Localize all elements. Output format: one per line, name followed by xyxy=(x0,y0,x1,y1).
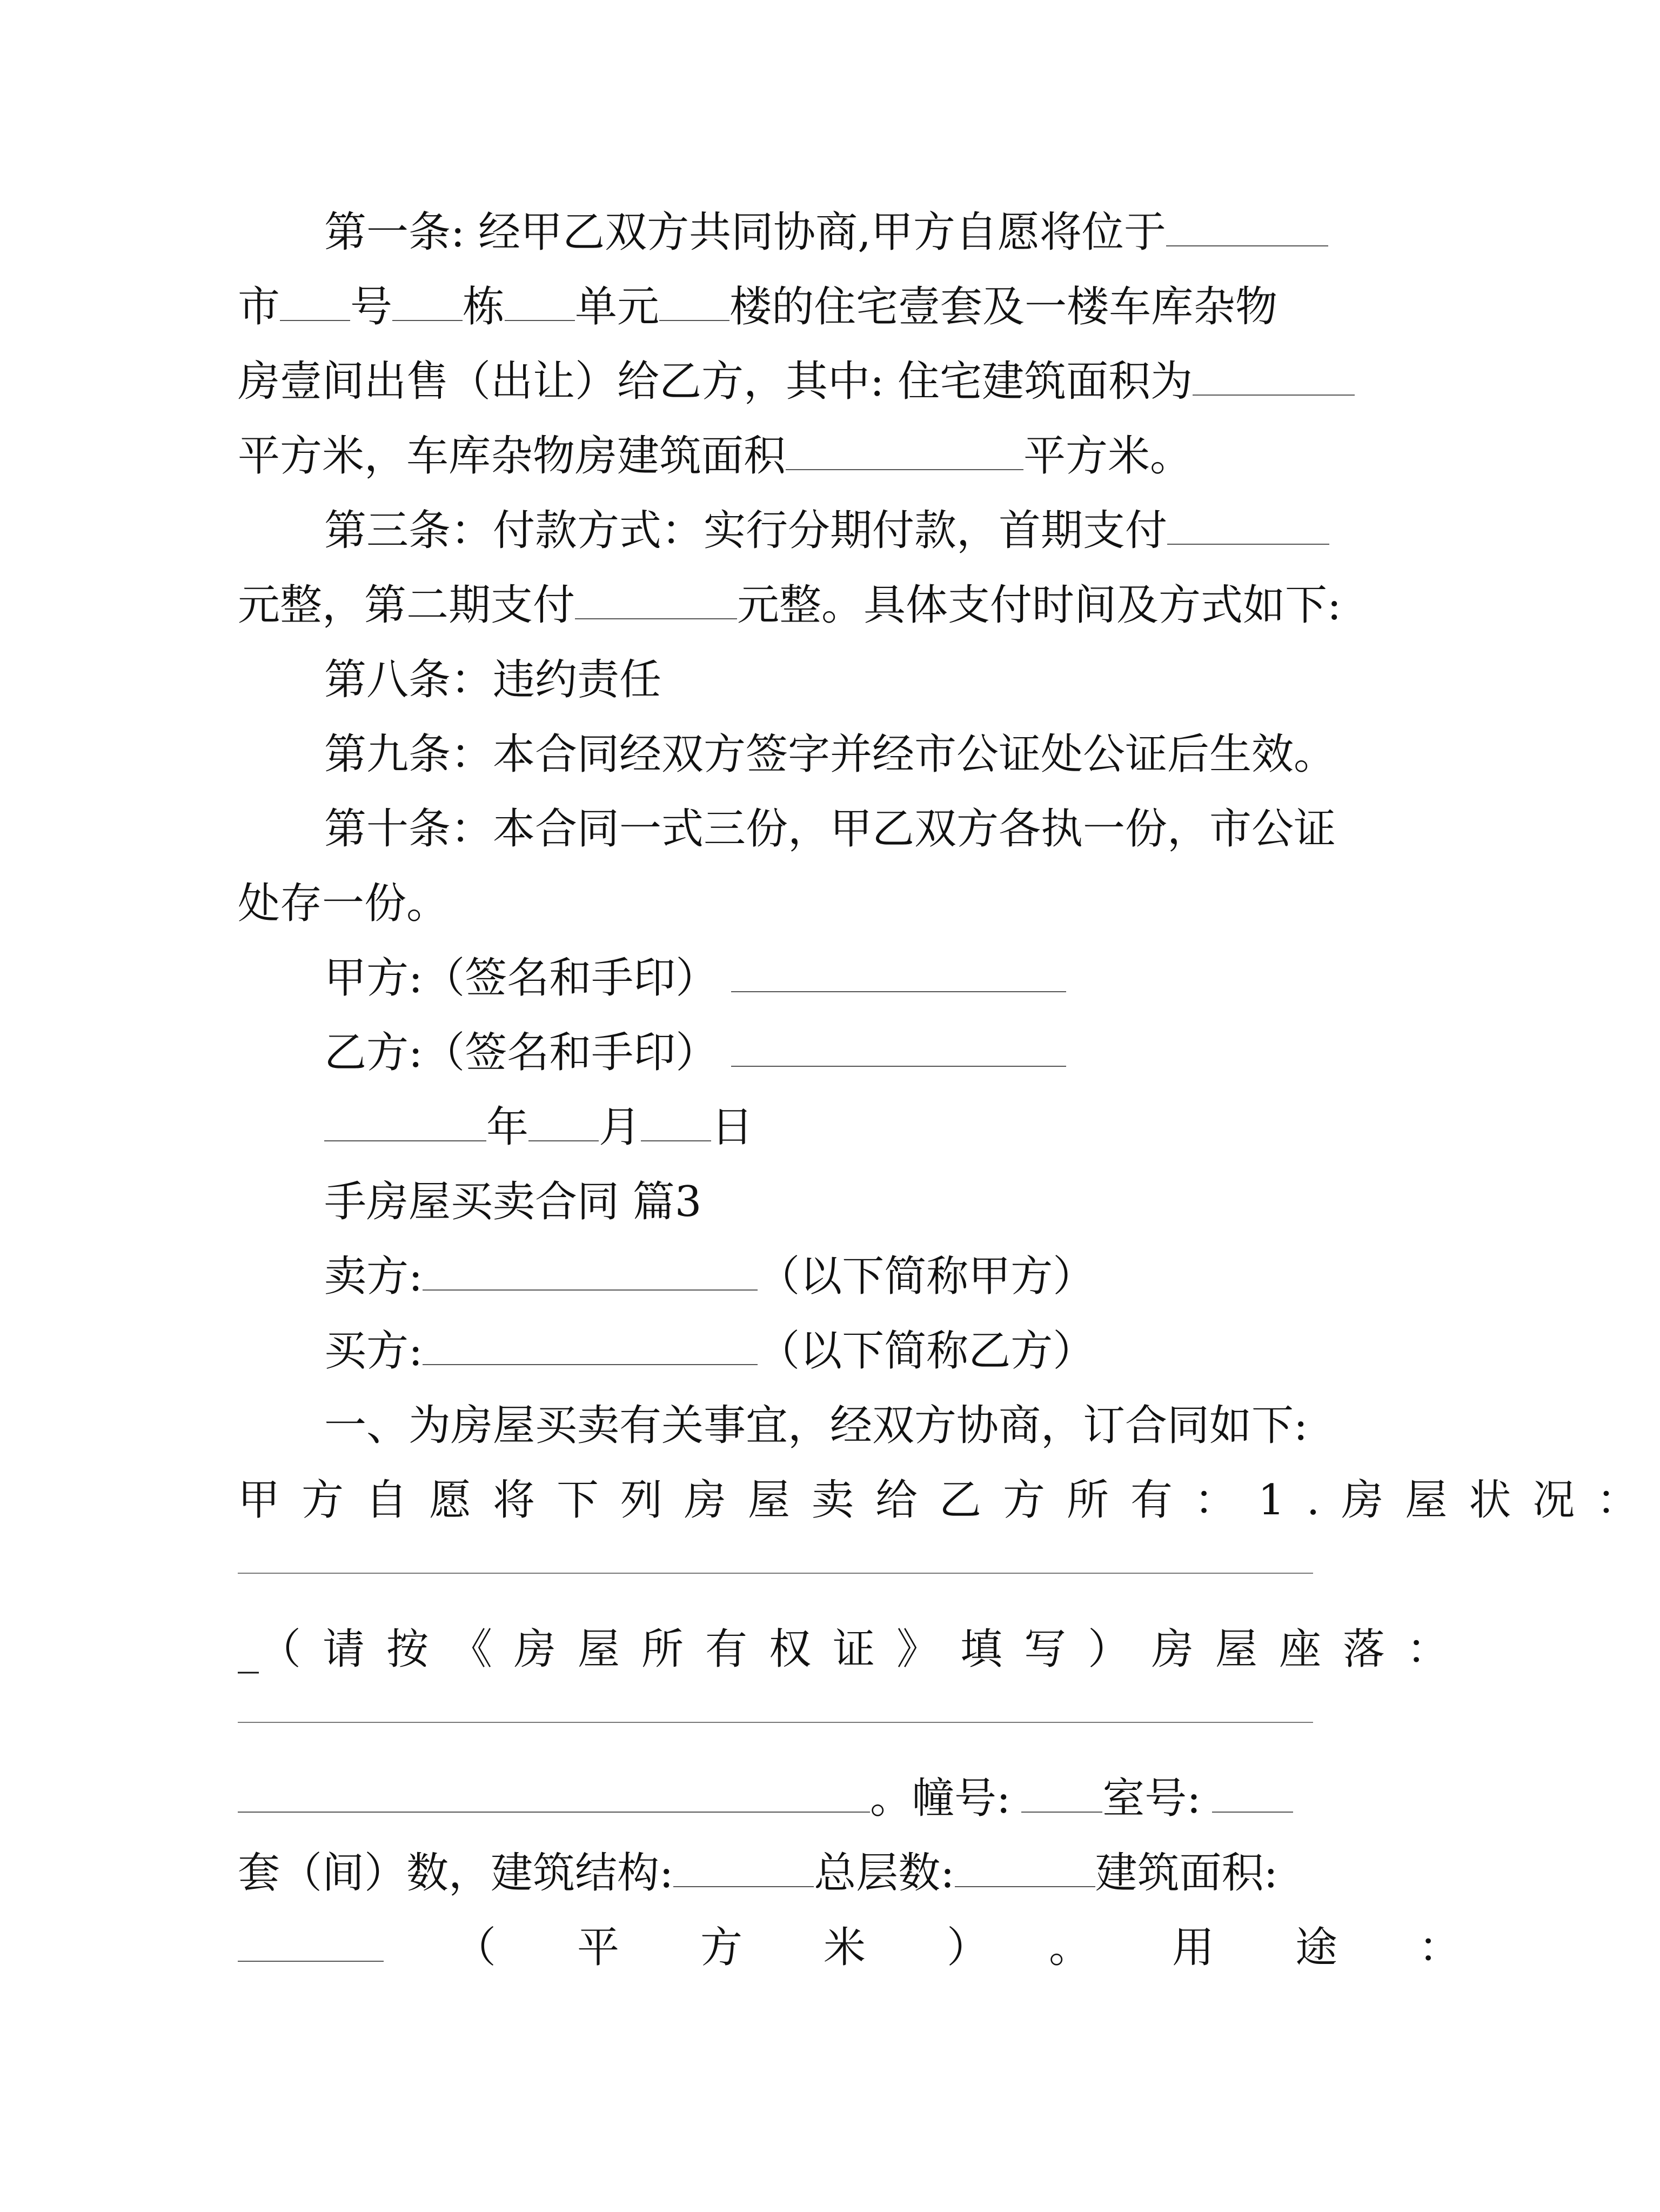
contract-title-line xyxy=(324,1175,1335,1229)
square-meter-paren: （平方米）。 xyxy=(454,1923,1173,1972)
structure-line xyxy=(238,1846,1335,1900)
clause-9-text: 第九条：本合同经双方签字并经市公证处公证后生效。 xyxy=(324,730,1336,779)
blank-building-number xyxy=(1021,1774,1102,1813)
seller-line xyxy=(324,1249,1335,1304)
party-a-signature-line xyxy=(324,951,1335,1005)
party-b-signature-line xyxy=(324,1026,1335,1080)
area-usage-line xyxy=(238,1921,1542,1975)
house-location-text: （请按《房屋所有权证》填写）房屋座落： xyxy=(259,1625,1471,1674)
buyer-note: （以下简称乙方） xyxy=(758,1327,1095,1375)
rooms-structure-label: 套（间）数，建筑结构: xyxy=(238,1849,674,1897)
blank-year xyxy=(324,1102,486,1141)
blank-house-status-rule xyxy=(238,1573,1313,1574)
building-label: 栋 xyxy=(463,283,505,331)
blank-house-location-rule xyxy=(238,1722,1313,1723)
blank-building xyxy=(505,282,575,321)
date-line xyxy=(324,1100,1335,1154)
clause-1-line-2 xyxy=(238,280,1335,334)
building-room-line xyxy=(238,1772,1335,1826)
clause-1-line-1 xyxy=(324,205,1335,259)
clause-1-line-3 xyxy=(238,355,1335,409)
building-area-label: 建筑面积: xyxy=(1095,1849,1278,1897)
number-label: 号 xyxy=(350,283,393,331)
blank-residence-area xyxy=(1193,357,1355,396)
blank-building-area xyxy=(238,1923,384,1962)
blank-total-floors xyxy=(955,1848,1095,1887)
city-label: 市 xyxy=(238,283,280,331)
square-meter-text: 平方米。 xyxy=(1023,432,1193,480)
blank-seller xyxy=(423,1252,758,1291)
blank-month xyxy=(528,1102,599,1141)
blank-party-a-signature xyxy=(731,953,1066,992)
buyer-label: 买方: xyxy=(324,1327,423,1375)
blank-city xyxy=(280,282,350,321)
clause-8-text: 第八条：违约责任 xyxy=(324,656,662,704)
buyer-line xyxy=(324,1324,1335,1378)
blank-buyer xyxy=(423,1326,758,1365)
blank-structure xyxy=(673,1848,814,1887)
underscore-lead: _ xyxy=(238,1625,259,1674)
seller-note: （以下简称甲方） xyxy=(758,1252,1095,1301)
house-status-text: 甲方自愿将下列房屋卖给乙方所有：1.房屋状况： xyxy=(238,1476,1660,1525)
month-label: 月 xyxy=(599,1103,641,1152)
garage-area-text: 平方米，车库杂物房建筑面积 xyxy=(238,432,786,480)
section-1-text: 一、为房屋买卖有关事宜，经双方协商，订合同如下: xyxy=(324,1401,1308,1450)
building-number-label: 。幢号: xyxy=(870,1774,1011,1823)
party-b-signature-label: 乙方:（签名和手印） xyxy=(324,1028,718,1077)
clause-10-line-2 xyxy=(238,877,1335,931)
blank-garage-area xyxy=(786,431,1023,470)
day-label: 日 xyxy=(711,1103,754,1152)
blank-address xyxy=(238,1774,870,1813)
blank-second-payment xyxy=(575,580,737,619)
room-number-label: 室号: xyxy=(1102,1774,1201,1823)
seller-label: 卖方: xyxy=(324,1252,423,1301)
section-1-line xyxy=(324,1399,1335,1453)
contract-title: 手房屋买卖合同 篇3 xyxy=(324,1178,702,1226)
clause-8-line xyxy=(324,653,1335,707)
blank-first-payment xyxy=(1167,506,1329,545)
total-floors-label: 总层数: xyxy=(814,1849,955,1897)
blank-unit xyxy=(659,282,729,321)
clause-3-text: 第三条：付款方式：实行分期付款，首期支付 xyxy=(324,506,1168,555)
house-status-line xyxy=(238,1473,1660,1527)
blank-number xyxy=(392,282,463,321)
clause-1-text-cont: 楼的住宅壹套及一楼车库杂物 xyxy=(729,283,1278,331)
blank-location xyxy=(1166,208,1328,246)
clause-1-area-text: 房壹间出售（出让）给乙方，其中: 住宅建筑面积为 xyxy=(238,357,1193,406)
year-label: 年 xyxy=(486,1103,529,1152)
second-payment-text: 元整，第二期支付 xyxy=(238,581,575,630)
party-a-signature-label: 甲方:（签名和手印） xyxy=(324,954,718,1003)
blank-party-b-signature xyxy=(731,1028,1066,1067)
blank-room-number xyxy=(1212,1774,1293,1813)
clause-9-line xyxy=(324,727,1335,781)
house-location-line xyxy=(238,1622,1471,1676)
usage-label: 用途： xyxy=(1172,1923,1542,1972)
clause-1-text: 第一条: 经甲乙双方共同协商,甲方自愿将位于 xyxy=(324,208,1166,257)
clause-10-line-1 xyxy=(324,802,1335,856)
clause-10-text-cont: 处存一份。 xyxy=(238,879,449,928)
blank-day xyxy=(641,1102,711,1141)
clause-3-line-1 xyxy=(324,504,1335,558)
unit-label: 单元 xyxy=(575,283,660,331)
clause-10-text: 第十条：本合同一式三份，甲乙双方各执一份，市公证 xyxy=(324,805,1336,853)
clause-1-line-4 xyxy=(238,429,1335,483)
clause-3-line-2 xyxy=(238,578,1342,632)
payment-method-text: 元整。具体支付时间及方式如下: xyxy=(737,581,1342,630)
